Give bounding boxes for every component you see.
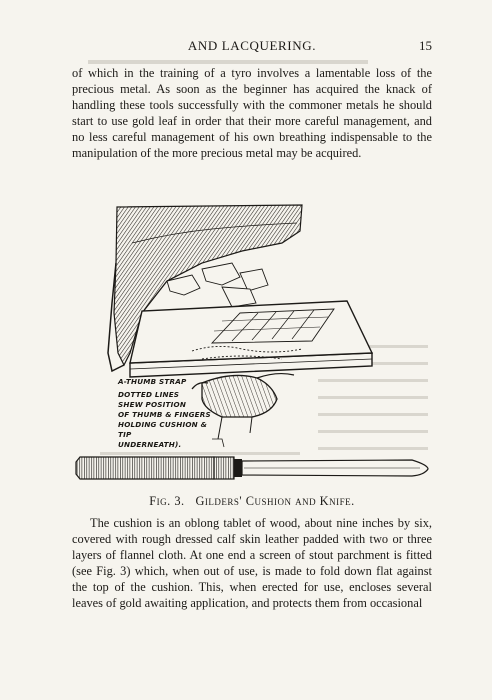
page-number: 15 [419, 38, 432, 53]
running-title: AND LACQUERING. [187, 38, 317, 53]
label-dotted-lines: DOTTED LINES SHEW POSITION OF THUMB & FINGERS HOLDING CUSHION & TIP UNDERNEATH). [118, 390, 211, 449]
figure-caption [72, 494, 432, 509]
paragraph-2: The cushion is an oblong tablet of wood, about nine inches by six, covered with rough dressed calf skin leather padded with two or three layers of flannel cloth. At one end a screen of stout parchment is fitted (see Fig. 3) which, when out of use, is made to fold down flat against the top of the cushion. This, when erected for use, encloses several leaves of gold awaiting application, and protects them from occasional [72, 516, 432, 611]
paragraph-1: of which in the training of a tyro involves a lamentable loss of the precious metal. As soon as the beginner has acquired the knack of handling these tools successfully with the commoner metals he should start to use gold leaf in order that their more careful management, and no less careful management of his own breathing indispensable to the manipulation of the more precious metal may be acquired. [72, 66, 432, 161]
page-header [72, 38, 432, 56]
figure-caption-title: Gilders' Cushion and Knife. [195, 494, 355, 508]
figure-caption-prefix: Fig. 3. [149, 494, 185, 508]
gilders-knife [76, 457, 428, 479]
cushion [130, 301, 372, 377]
label-thumb-strap: A-THUMB STRAP [118, 377, 187, 386]
